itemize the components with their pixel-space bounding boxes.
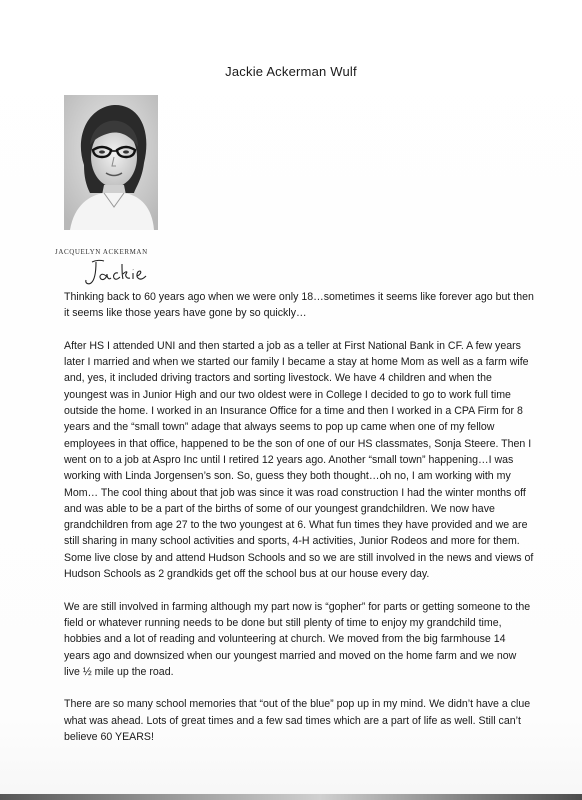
handwritten-signature [82, 258, 154, 288]
paragraph-career: After HS I attended UNI and then started a job as a teller at First National Bank in CF. A few years later I married and when we started our family I became a stay at home Mom as well as a farm wife and, yes, it included driving tractors and sorting livestock. We have 4 children and when the youngest was in Junior High and our two oldest were in College I decided to go to work full time outside the home. I worked in an Insurance Office for a time and then I worked in a CPA Firm for 8 years and the “small town” adage that always seems to pop up came when one of my fellow employees in that office, happened to be the son of one of our HS classmates, Sonja Steere. Then I went on to a job at Aspro Inc until I retired 12 years ago. Another “small town” happening…I was working with Linda Jorgensen’s son. So, guess they both thought…oh no, I am working with my Mom… The cool thing about that job was since it was road construction I had the winter months off and was able to be a part of the births of some of our youngest grandchildren. We now have grandchildren from age 27 to the two youngest at 6. What fun times they have provided and we are still sharing in many school activities and sports, 4-H activities, Junior Rodeos and more for them. Some live close by and attend Hudson Schools and so we are still involved in the news and views of Hudson Schools as 2 grandkids get off the school bus at our house every day. [64, 339, 534, 581]
paragraph-memories: There are so many school memories that “out of the blue” pop up in my mind. We didn’t have a clue what was ahead. Lots of great times and a few sad times which are a part of life as well. Still can’t believe 60 YEARS! [64, 698, 531, 744]
scan-edge-shadow [0, 794, 582, 800]
page-title: Jackie Ackerman Wulf [225, 64, 357, 79]
paragraph-intro: Thinking back to 60 years ago when we were only 18…sometimes it seems like forever ago but then it seems like those years have gone by so quickly… [64, 291, 534, 320]
photo-caption: JACQUELYN ACKERMAN [55, 248, 148, 256]
body-text [64, 289, 534, 762]
yearbook-portrait-photo [64, 95, 158, 230]
paragraph-farming: We are still involved in farming although my part now is “gopher” for parts or getting someone to the field or whatever running needs to be done but still plenty of time to enjoy my grandchild time, hobbies and a lot of reading and volunteering at church. We moved from the big farmhouse 14 years ago and downsized when our youngest married and moved on the home farm and we now live ½ mile up the road. [64, 600, 531, 678]
